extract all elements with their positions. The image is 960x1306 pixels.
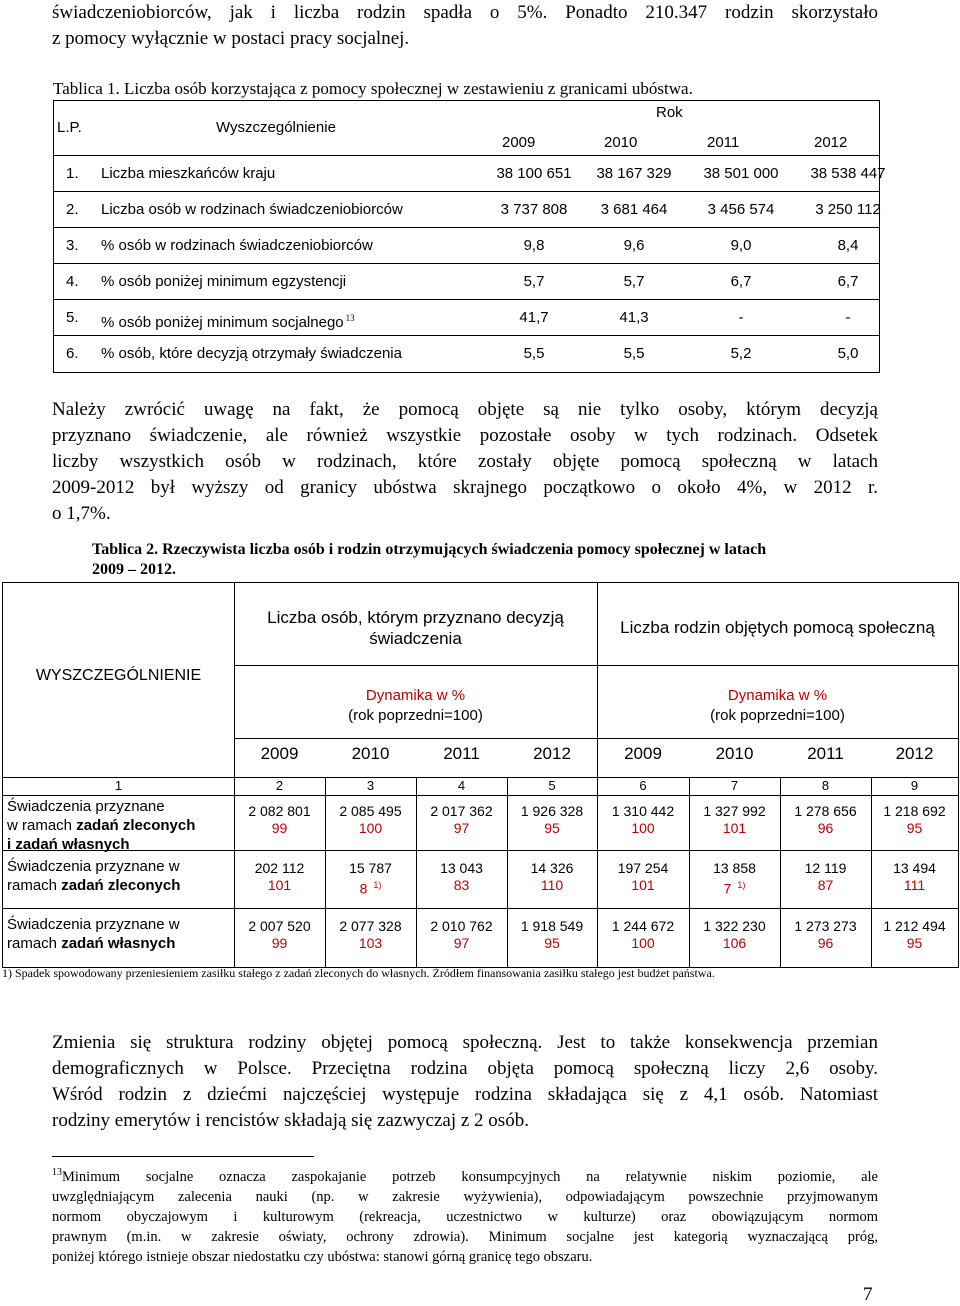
table1-row xyxy=(54,191,879,228)
table2-column-number: 1 xyxy=(114,778,123,793)
table2-cell-value: 2 017 362 xyxy=(430,803,493,819)
table1-col-desc: Wyszczególnienie xyxy=(216,119,336,136)
footnote-marker: 13 xyxy=(345,313,355,323)
table1-cell: 3 737 808 xyxy=(500,201,568,218)
table2-cell-value: 1 327 992 xyxy=(703,803,766,819)
para3-line-3: Wśród rodzin z dziećmi najczęściej występuje rodzina składająca się z 4,1 osób. Natomiast xyxy=(52,1084,878,1105)
table1-cell: 3 250 112 xyxy=(815,201,881,218)
table2-cell-dynamics-value: 95 xyxy=(906,935,923,951)
table2-row-label-line xyxy=(7,934,232,953)
intro-line-1: świadczeniobiorców, jak i liczba rodzin spadła o 5%. Ponadto 210.347 rodzin skorzystało xyxy=(52,2,878,23)
table2-row-label-line xyxy=(7,915,232,934)
table2-cell xyxy=(780,803,871,837)
table2-row-label-bold: zadań zleconych xyxy=(61,877,181,894)
table2-year-header: 2011 xyxy=(443,744,480,763)
table2-cell-dynamics-value: 100 xyxy=(631,935,655,951)
table2-cell-dynamics-value: 8 xyxy=(359,880,368,897)
table2-cell-dynamics xyxy=(507,935,597,952)
table2-cell-dynamics-value: 95 xyxy=(544,820,560,836)
table2-row-label-line xyxy=(7,876,232,895)
table1-row-label xyxy=(101,192,403,228)
footnote-13 xyxy=(52,1163,878,1267)
table2-cell-dynamics xyxy=(689,820,780,837)
table2-group1-line-2: świadczenia xyxy=(369,629,462,648)
table1-row-lp: 1. xyxy=(66,165,79,182)
table2-row-label-line xyxy=(7,835,232,854)
table2-row-label-text: ramach xyxy=(7,877,62,894)
table2-cell xyxy=(507,803,597,837)
table2-row-label xyxy=(7,797,232,854)
table1-row xyxy=(54,155,886,192)
table2-column-number: 8 xyxy=(821,778,830,793)
table2-cell-dynamics-value: 97 xyxy=(453,820,470,836)
table2-cell-value: 2 077 328 xyxy=(339,918,402,934)
table2-cell xyxy=(871,918,958,952)
footnote-marker: 1) xyxy=(737,880,746,890)
table2-row-label-bold: zadań zleconych xyxy=(76,817,196,834)
para2-line-4: 2009-2012 był wyższy od granicy ubóstwa skrajnego początkowo o około 4%, w 2012 r. xyxy=(52,477,878,498)
table2-dyn2-line-2: (rok poprzedni=100) xyxy=(710,707,845,724)
table2-column-number: 4 xyxy=(457,778,466,793)
table2-cell xyxy=(234,860,325,894)
table1-cell: 5,7 xyxy=(523,273,545,290)
table2-dyn2-line-1: Dynamika w % xyxy=(727,687,828,704)
table2-cell-dynamics-value: 106 xyxy=(722,935,747,951)
table1-cell: 5,7 xyxy=(623,273,645,290)
table2-cell-dynamics-value: 111 xyxy=(903,877,926,893)
footnote13-line-5: poniżej którego istnieje obszar niedostatku czy ubóstwa: stanowi górną granicę tego obszaru. xyxy=(52,1248,593,1265)
table2-cell-dynamics xyxy=(416,877,507,894)
table2-cell-value: 1 310 442 xyxy=(611,803,675,819)
footnote13-line-2: uwzględniającym zalecenia nauki (np. w zakresie wyżywienia), odpowiadającym powszechnie przyjmowanym xyxy=(52,1188,878,1205)
footnote-marker: 1) xyxy=(373,880,382,890)
table2-header-desc: WYSZCZEGÓLNIENIE xyxy=(35,667,202,684)
table1-cell: 38 167 329 xyxy=(596,165,672,182)
table1-cell: 38 100 651 xyxy=(496,165,572,182)
table2-caption-line-1: Tablica 2. Rzeczywista liczba osób i rodzin otrzymujących świadczenia pomocy społecznej w latach xyxy=(92,541,767,558)
table1-row-label-text: % osób poniżej minimum socjalnego xyxy=(101,314,344,331)
table2-cell xyxy=(597,918,689,952)
table2-cell xyxy=(416,803,507,837)
para3-line-1: Zmienia się struktura rodziny objętej pomocą społeczną. Jest to także konsekwencja przemian xyxy=(52,1032,878,1053)
table2-group1-header xyxy=(234,607,597,649)
table2-year-header: 2009 xyxy=(260,744,299,763)
table1-year-2011: 2011 xyxy=(707,134,740,151)
table2-cell-value: 12 119 xyxy=(804,860,847,876)
table2-column-number: 6 xyxy=(639,778,647,793)
table2-cell-dynamics xyxy=(507,877,597,894)
para3-line-4: rodziny emerytów i rencistów składają się zazwyczaj z 2 osób. xyxy=(52,1110,529,1131)
table1-row-lp: 4. xyxy=(66,273,79,290)
para2-line-1: Należy zwrócić uwagę na fakt, że pomocą objęte są nie tylko osoby, którym decyzją xyxy=(52,399,878,420)
table1-row-lp: 5. xyxy=(66,309,79,326)
table2-cell-dynamics xyxy=(325,820,416,837)
table2-column-number: 5 xyxy=(548,778,556,793)
table2-row-label-text: Świadczenia przyznane w xyxy=(7,916,180,933)
table1-row-label-text: Liczba mieszkańców kraju xyxy=(101,165,276,182)
table2-row-label-text: Świadczenia przyznane w xyxy=(7,858,180,875)
table2-cell-dynamics xyxy=(597,820,689,837)
table2-year-header: 2010 xyxy=(351,744,390,763)
table2-cell xyxy=(507,860,597,894)
table2-row-label xyxy=(7,857,232,895)
table1-row-label xyxy=(101,336,402,372)
table1-cell: - xyxy=(738,309,744,326)
table2-cell-dynamics xyxy=(597,877,689,894)
table1-year-2012: 2012 xyxy=(814,134,848,151)
table2-footnote: 1) Spadek spowodowany przeniesieniem zasiłku stałego z zadań zleconych do własnych. Źródłem finansowania zasiłku stałego jest budżet państwa. xyxy=(2,966,715,980)
table2-cell xyxy=(325,860,416,898)
table2-cell-value: 1 273 273 xyxy=(794,918,857,934)
table2-year-header: 2012 xyxy=(895,744,934,763)
table2-cell-dynamics-value: 96 xyxy=(817,935,834,951)
table2-cell-value: 197 254 xyxy=(617,860,669,876)
table2-cell-dynamics-value: 101 xyxy=(267,877,292,893)
table2-row-label-line xyxy=(7,857,232,876)
table1-row-label-text: % osób poniżej minimum egzystencji xyxy=(101,273,347,290)
table2-row-label-text: Świadczenia przyznane xyxy=(7,798,165,815)
table1-cell: 5,5 xyxy=(623,345,645,362)
table2-row-label-text: i zadań własnych xyxy=(7,836,130,853)
table1-cell: 9,8 xyxy=(523,237,545,254)
table1-cell: 41,7 xyxy=(519,309,549,326)
table1-cell: 41,3 xyxy=(619,309,649,326)
table2-cell xyxy=(689,803,780,837)
intro-paragraph xyxy=(52,0,878,52)
table1-cell: 8,4 xyxy=(837,237,859,254)
footnote13-line-1 xyxy=(52,1163,878,1187)
footnote13-line-4: prawnym (m.in. w zakresie oświaty, ochrony zdrowia). Minimum socjalne jest kategorią wyznaczającą próg, xyxy=(52,1228,878,1245)
table2-cell-dynamics xyxy=(416,820,507,837)
table1-header xyxy=(54,101,879,155)
table2-row-label-bold: zadań własnych xyxy=(61,935,176,952)
table2-row-label xyxy=(7,915,232,953)
intro-line-2: z pomocy wyłącznie w postaci pracy socjalnej. xyxy=(52,28,410,49)
footnote-separator xyxy=(52,1156,314,1157)
table1-caption: Tablica 1. Liczba osób korzystająca z pomocy społecznej w zestawieniu z granicami ubóstwa. xyxy=(53,79,693,98)
table1-row-label xyxy=(101,264,346,300)
table2-caption xyxy=(92,540,766,580)
table1-row-label xyxy=(101,300,355,336)
table2-group2-dynamics xyxy=(597,686,958,726)
table1-col-lp: L.P. xyxy=(57,119,82,136)
table1-row-label-text: Liczba osób w rodzinach świadczeniobiorców xyxy=(101,201,403,218)
table1-cell: 5,0 xyxy=(837,345,859,362)
table2-cell-dynamics-value: 95 xyxy=(544,935,560,951)
table2-cell xyxy=(780,918,871,952)
table1 xyxy=(53,100,886,373)
table2-dyn1-line-2: (rok poprzedni=100) xyxy=(348,707,483,724)
table2-column-number: 7 xyxy=(730,778,739,793)
table2-cell-dynamics-value: 100 xyxy=(631,820,655,836)
table2-cell-value: 1 218 692 xyxy=(883,803,946,819)
table2-cell-value: 1 278 656 xyxy=(794,803,857,819)
table2-year-header: 2009 xyxy=(624,744,662,763)
table2-cell-value: 2 085 495 xyxy=(339,803,402,819)
table2-cell-dynamics xyxy=(234,935,325,952)
table1-row-lp: 6. xyxy=(66,345,79,362)
table2-cell-dynamics-value: 83 xyxy=(453,877,470,893)
table2-cell-value: 13 043 xyxy=(440,860,483,876)
table2-cell xyxy=(780,860,871,894)
table2-cell-dynamics xyxy=(780,877,871,894)
table2-cell xyxy=(597,803,689,837)
table2-column-number: 9 xyxy=(910,778,919,793)
table2-cell-value: 1 322 230 xyxy=(703,918,766,934)
paragraph-2 xyxy=(52,397,878,527)
table2-cell-dynamics-value: 96 xyxy=(817,820,834,836)
table1-year-2010: 2010 xyxy=(604,134,638,151)
table2-cell-value: 1 212 494 xyxy=(883,918,946,934)
table2-cell xyxy=(689,860,780,898)
table2-row-label-text: ramach xyxy=(7,935,62,952)
table1-cell: 3 456 574 xyxy=(707,201,775,218)
table1-row-lp: 3. xyxy=(66,237,79,254)
table1-row-label xyxy=(101,156,275,192)
table1-cell: 6,7 xyxy=(730,273,752,290)
table1-cell: 3 681 464 xyxy=(600,201,668,218)
table2-cell-dynamics xyxy=(234,820,325,837)
table1-row-label xyxy=(101,228,373,264)
table2-group1-line-1: Liczba osób, którym przyznano decyzją xyxy=(267,608,564,627)
table2-cell-dynamics xyxy=(780,820,871,837)
table2-cell-dynamics xyxy=(507,820,597,837)
table1-cell: 6,7 xyxy=(837,273,859,290)
table2-cell-dynamics xyxy=(871,820,958,837)
table2-cell xyxy=(871,803,958,837)
table2-cell-dynamics-value: 7 xyxy=(723,880,732,897)
table2-cell xyxy=(234,803,325,837)
footnote13-line-3: normom obyczajowym i kulturowym (rekreacja, uczestnictwo w kulturze) oraz obowiązującym normom xyxy=(52,1208,878,1225)
table2-cell-dynamics xyxy=(416,935,507,952)
table2-column-number: 2 xyxy=(275,778,284,793)
table2-cell-dynamics xyxy=(871,877,958,894)
table2-cell-dynamics xyxy=(689,935,780,952)
table2-cell xyxy=(234,918,325,952)
page-number: 7 xyxy=(863,1284,873,1305)
table1-row xyxy=(54,227,879,264)
para3-line-2: demograficznych w Polsce. Przeciętna rodzina objęta pomocą społeczną liczy 2,6 osoby. xyxy=(52,1058,878,1079)
table2-cell-dynamics xyxy=(234,877,325,894)
table2-cell-dynamics xyxy=(780,935,871,952)
table1-year-2009: 2009 xyxy=(502,134,536,151)
para2-line-5: o 1,7%. xyxy=(52,503,111,524)
table2-cell xyxy=(871,860,958,894)
table2-cell-value: 2 010 762 xyxy=(430,918,493,934)
table2-cell xyxy=(416,860,507,894)
table2-row-label-line xyxy=(7,816,232,835)
table2-dyn1-line-1: Dynamika w % xyxy=(365,687,466,704)
table2-cell xyxy=(597,860,689,894)
table2-column-number: 3 xyxy=(366,778,375,793)
para2-line-2: przyznano świadczenie, ale również wszystkie pozostałe osoby w tych rodzinach. Odsetek xyxy=(52,425,878,446)
table2-cell-dynamics-value: 100 xyxy=(358,820,383,836)
table2-cell-dynamics-value: 103 xyxy=(358,935,383,951)
table2-cell-dynamics-value: 99 xyxy=(271,935,288,951)
table1-cell: 38 538 447 xyxy=(810,165,886,182)
table2-cell-dynamics-value: 110 xyxy=(540,877,564,893)
table1-row xyxy=(54,335,879,372)
table2-cell-dynamics xyxy=(689,877,780,898)
table2 xyxy=(2,582,959,968)
table1-cell: 5,5 xyxy=(523,345,545,362)
table1-cell: 9,6 xyxy=(623,237,645,254)
table2-caption-line-2: 2009 – 2012. xyxy=(92,561,176,578)
table2-cell-dynamics-value: 101 xyxy=(722,820,747,836)
footnote13-text-1: Minimum socjalne oznacza zaspokajanie potrzeb konsumpcyjnych na relatywnie niskim poziomie, ale xyxy=(62,1168,878,1185)
table1-cell: 38 501 000 xyxy=(703,165,779,182)
paragraph-3 xyxy=(52,1030,878,1134)
table2-cell-value: 202 112 xyxy=(254,860,305,876)
table2-cell-value: 2 007 520 xyxy=(248,918,311,934)
table2-cell-dynamics xyxy=(597,935,689,952)
table1-cell: 5,2 xyxy=(730,345,752,362)
table2-year-header: 2010 xyxy=(715,744,754,763)
table2-cell-dynamics-value: 99 xyxy=(271,820,288,836)
table2-cell-dynamics xyxy=(325,877,416,898)
table2-row-label-text: w ramach xyxy=(7,817,77,834)
table2-cell-value: 13 858 xyxy=(713,860,756,876)
table1-row-lp: 2. xyxy=(66,201,79,218)
table1-col-rok: Rok xyxy=(656,104,683,121)
table2-cell xyxy=(416,918,507,952)
table2-cell-value: 13 494 xyxy=(893,860,936,876)
table2-cell-dynamics-value: 101 xyxy=(631,877,655,893)
table2-group1-dynamics xyxy=(234,686,597,726)
table2-cell-dynamics-value: 87 xyxy=(817,877,834,893)
table2-year-header: 2011 xyxy=(807,744,844,763)
table1-row-label-text: % osób, które decyzją otrzymały świadczenia xyxy=(101,345,402,362)
table2-cell-value: 1 926 328 xyxy=(520,803,584,819)
table2-year-header: 2012 xyxy=(533,744,571,763)
table2-cell-value: 1 918 549 xyxy=(520,918,584,934)
table2-cell xyxy=(689,918,780,952)
table2-cell xyxy=(507,918,597,952)
table1-cell: - xyxy=(845,309,851,326)
table2-cell-value: 15 787 xyxy=(349,860,392,876)
table2-cell xyxy=(325,803,416,837)
table2-cell-value: 14 326 xyxy=(530,860,574,876)
table1-row xyxy=(54,299,879,336)
table1-cell: 9,0 xyxy=(730,237,752,254)
table2-row-label-line xyxy=(7,797,232,816)
table1-row-label-text: % osób w rodzinach świadczeniobiorców xyxy=(101,237,373,254)
para2-line-3: liczby wszystkich osób w rodzinach, które zostały objęte pomocą społeczną w latach xyxy=(52,451,878,472)
table2-cell-dynamics-value: 95 xyxy=(906,820,923,836)
table2-group2-header: Liczba rodzin objętych pomocą społeczną xyxy=(620,618,935,637)
table1-row xyxy=(54,263,879,300)
table2-cell-dynamics xyxy=(325,935,416,952)
table2-cell-value: 1 244 672 xyxy=(611,918,675,934)
table2-cell-value: 2 082 801 xyxy=(248,803,311,819)
footnote13-marker: 13 xyxy=(52,1167,62,1178)
table2-cell xyxy=(325,918,416,952)
table2-cell-dynamics xyxy=(871,935,958,952)
table2-cell-dynamics-value: 97 xyxy=(453,935,470,951)
